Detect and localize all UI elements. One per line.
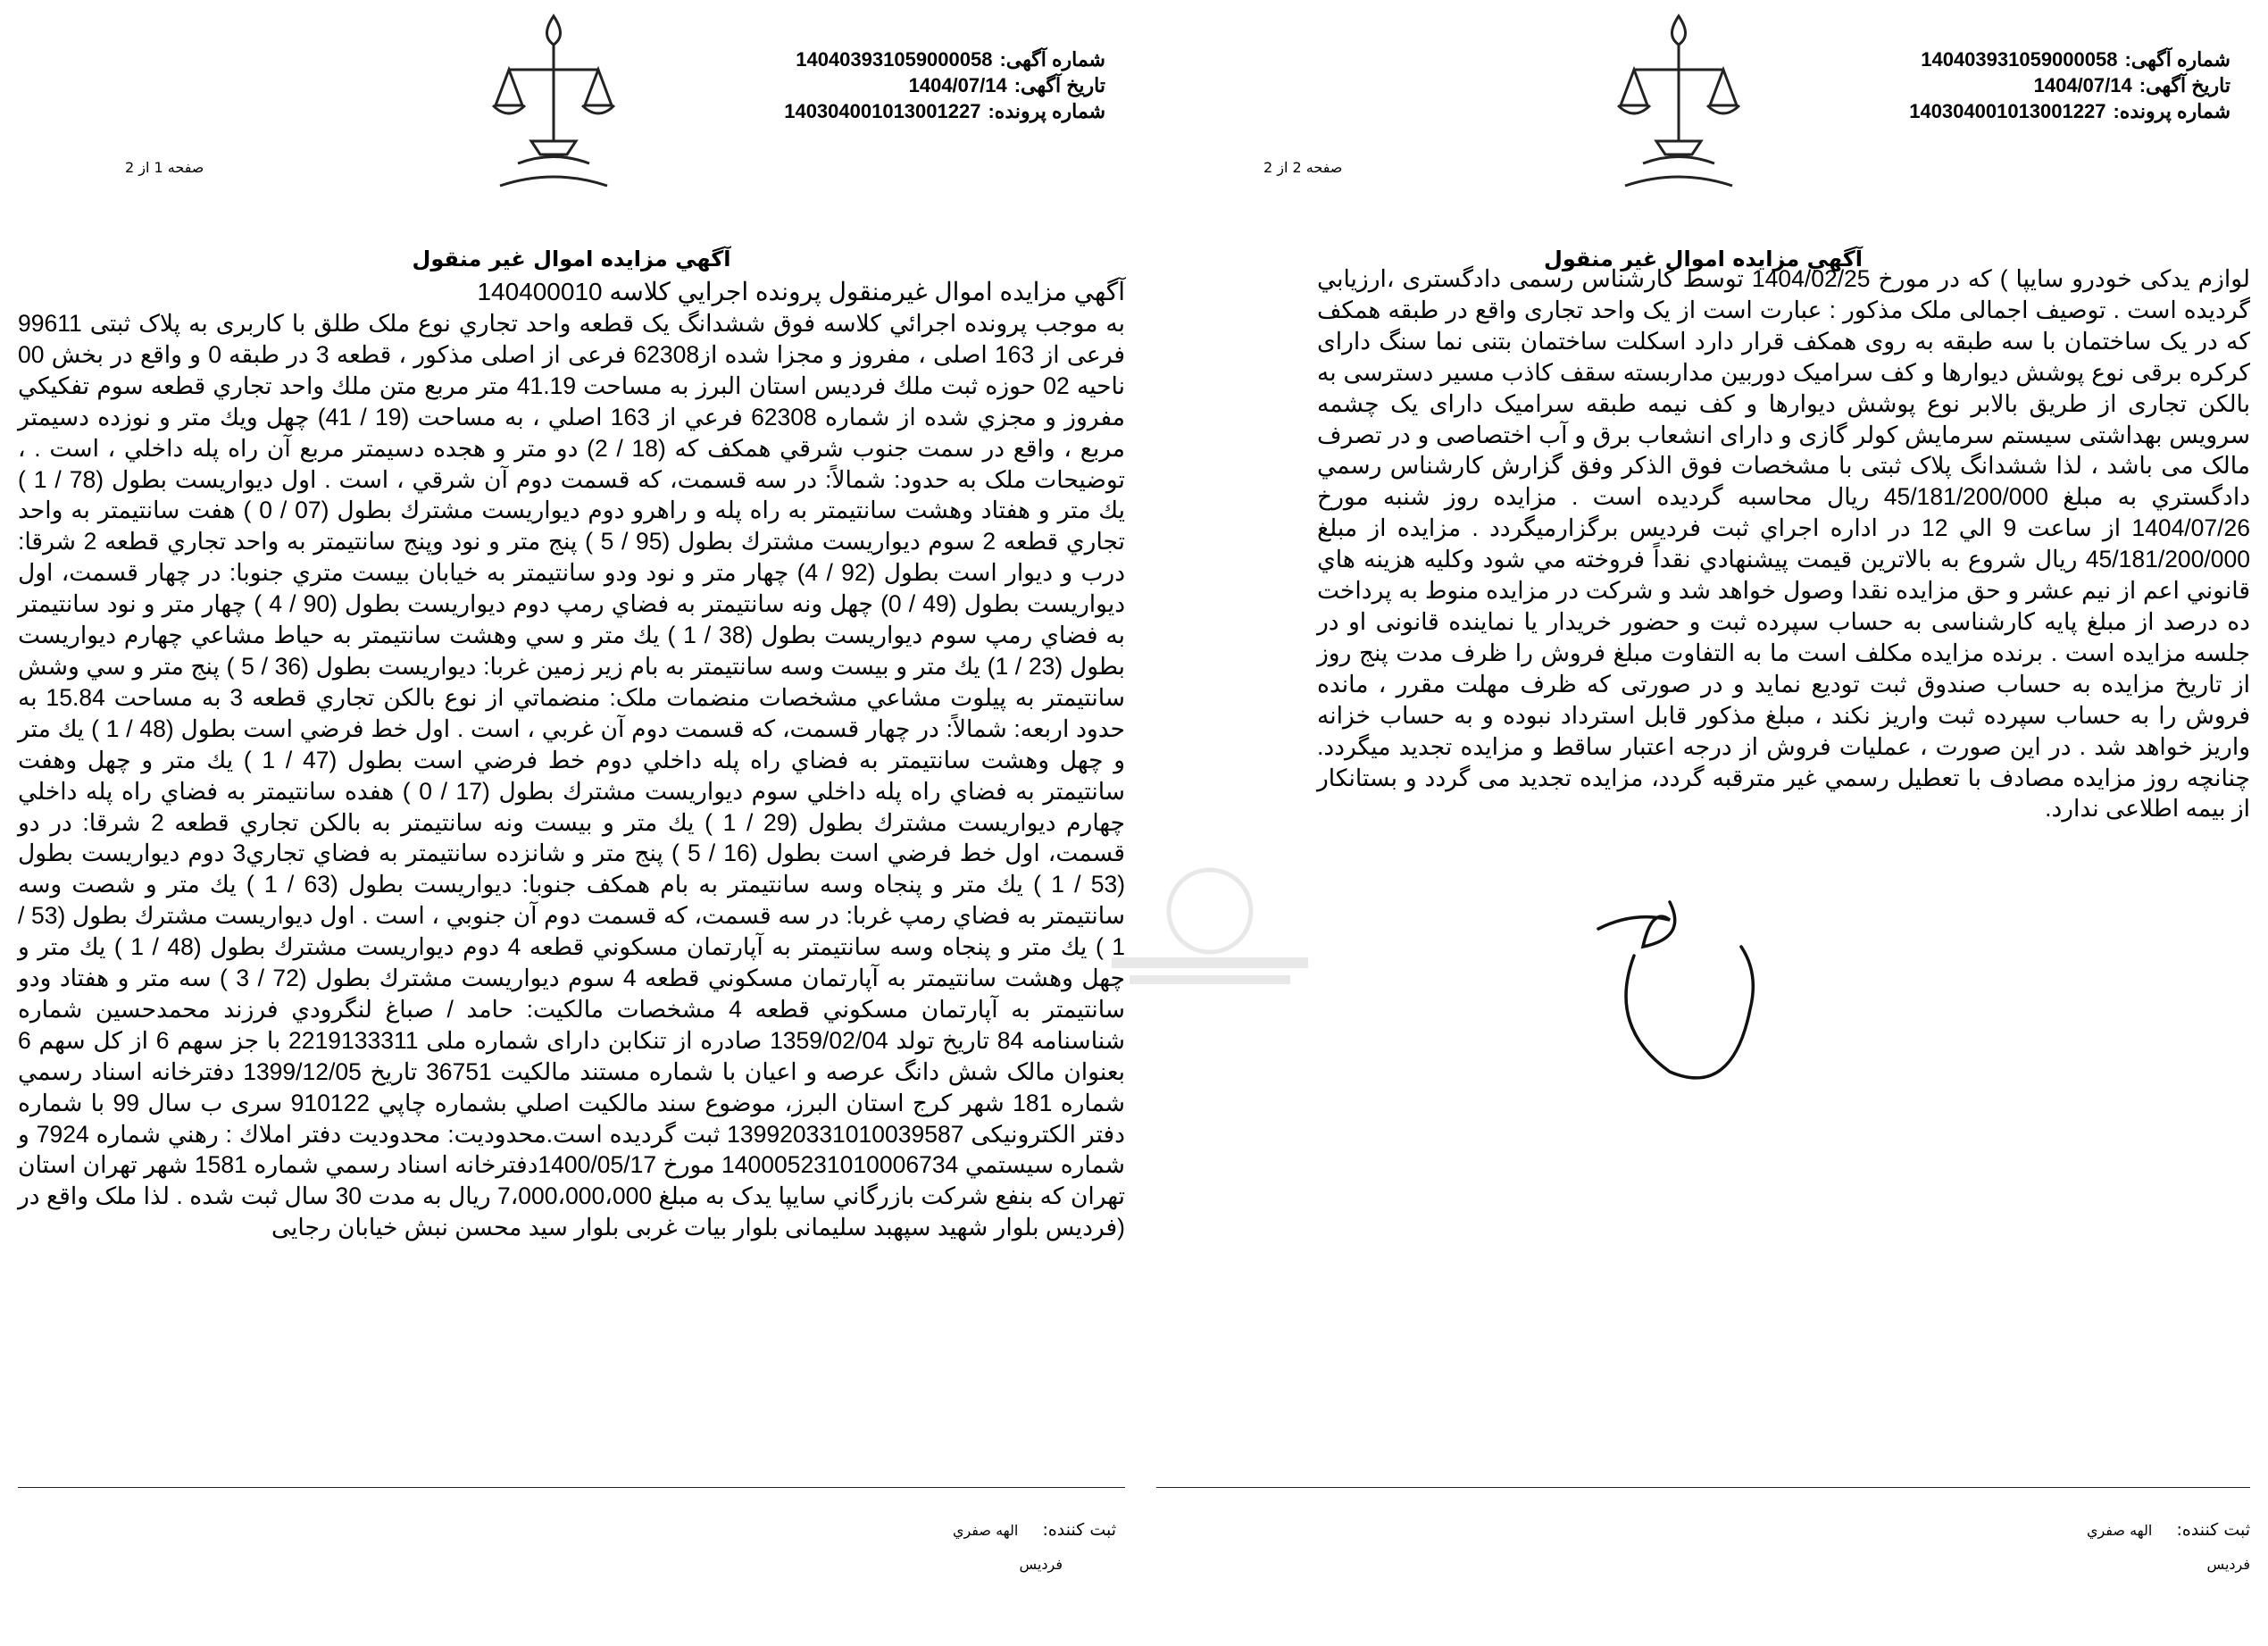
page-number: صفحه 2 از 2 bbox=[1263, 159, 1343, 176]
notice-number-label: شماره آگهی: bbox=[999, 48, 1105, 71]
notice-number: 140403931059000058 bbox=[796, 48, 993, 71]
notice-date-label: تاریخ آگهی: bbox=[2139, 74, 2230, 96]
notice-title: آگهي مزايده اموال غير منقول bbox=[1544, 246, 1863, 272]
divider bbox=[18, 1487, 1125, 1488]
notice-body: لوازم یدکی خودرو سایپا ) که در مورخ 1404/02/25 توسط کارشناس رسمی دادگستری ،ارزيابي گرديده است . توصیف اجمالی ملک مذکور : عبارت است از یک واحد تجاری واقع در طبقه همکف که در یک ساختمان با سه طبقه به روی همکف قرار دارد اسکلت ساختمان بتنی نما سنگ دارای کرکره برقی نوع پوشش دیوارها و کف سرامیک دوربین مداربسته سقف کاذب مسیر دسترسی به بالکن تجاری از طریق بالابر نوع پوشش دیوارها و کف نیمه طبقه سرامیک دارای یک چشمه سرویس بهداشتی سیستم سرمایش کولر گازی و دارای انشعاب برق و آب اختصاصی و در تصرف مالک می باشد ، لذا ششدانگ پلاک ثبتی با مشخصات فوق الذکر وفق گزارش کارشناس رسمي دادگستري به مبلغ 45/181/200/000 ريال محاسبه گرديده است . مزايده روز شنبه مورخ 1404/07/26 از ساعت 9 الي 12 در اداره اجراي ثبت فرديس برگزارميگردد . مزايده از مبلغ 45/181/200/000 ريال شروع به بالاترين قيمت پيشنهادي نقداً فروخته مي شود وكليه هزينه هاي قانوني اعم از نيم عشر و حق مزايده نقدا وصول خواهد شد و شرکت در مزايده منوط به پرداخت ده درصد از مبلغ پايه کارشناسی به حساب سپرده ثبت و حضور خريدار يا نماينده قانونی او در جلسه مزايده است . برنده مزايده مکلف است ما به التفاوت مبلغ فروش را ظرف مدت پنج روز از تاريخ مزايده به حساب صندوق ثبت توديع نمايد و در صورتی که ظرف مهلت مقرر ، مانده فروش را به حساب سپرده ثبت واريز نکند ، مبلغ مذکور قابل استرداد نبوده و به حساب خزانه واريز خواهد شد . در اين صورت ، عمليات فروش از درجه اعتبار ساقط و مزايده تجديد ميگردد. چنانچه روز مزايده مصادف با تعطيل رسمي غير مترقبه گردد، مزايده تجديد می گردد و بستانکار از بيمه اطلاعی ندارد. bbox=[1317, 265, 2251, 823]
file-number-label: شماره پرونده: bbox=[988, 100, 1105, 122]
notice-title: آگهي مزايده اموال غير منقول bbox=[412, 246, 731, 272]
notice-body: به موجب پرونده اجرائي كلاسه فوق ششدانگ يک قطعه واحد تجاري نوع ملک طلق با كاربری به پلاک ثبتی 99611 فرعی از 163 اصلی ، مفروز و مجزا شده از62308 فرعی از اصلی مذکور ، قطعه 3 در طبقه 0 و واقع در بخش 00 ناحيه 02 حوزه ثبت ملك فرديس استان البرز به مساحت 41.19 متر مربع متن ملك واحد تجاري قطعه سوم تفكيكي مفروز و مجزي شده از شماره 62308 فرعي از 163 اصلي ، به مساحت (19 / 41) چهل ويك متر و نوزده دسيمتر مربع ، واقع در سمت جنوب شرقي همكف كه (18 / 2) دو متر و هجده دسيمتر مربع آن راه پله داخلي ، است . ، توضيحات ملک به حدود: شمالاً: در سه قسمت، كه قسمت دوم آن شرقي ، است . اول ديواريست بطول (78 / 1 ) يك متر و هفتاد وهشت سانتيمتر به راه پله و راهرو دوم ديواريست مشترك بطول (07 / 0 ) هفت سانتيمتر به واحد تجاري قطعه 2 سوم ديواريست مشترك بطول (95 / 5 ) پنج متر و نود وپنج سانتيمتر به واحد تجاري قطعه 2 شرقا: درب و ديوار است بطول (92 / 4) چهار متر و نود ودو سانتيمتر به خيابان بيست متري جنوبا: در چهار قسمت، اول ديواريست بطول (49 / 0) چهل ونه سانتيمتر به فضاي رمپ دوم ديواريست بطول (90 / 4 ) چهار متر و نود سانتيمتر به فضاي رمپ سوم ديواريست بطول (38 / 1 ) يك متر و سي وهشت سانتيمتر به حياط مشاعي چهارم ديواريست بطول (23 / 1) يك متر و بيست وسه سانتيمتر به بام زير زمين غربا: ديواريست بطول (36 / 5 ) پنج متر و سي وشش سانتيمتر به پيلوت مشاعي مشخصات منضمات ملک: منضماتي از نوع بالكن تجاري قطعه 3 به مساحت 15.84 به حدود اربعه: شمالاً: در چهار قسمت، كه قسمت دوم آن غربي ، است . اول خط فرضي است بطول (48 / 1 ) يك متر و چهل وهشت سانتيمتر به فضاي راه پله داخلي دوم خط فرضي است بطول (47 / 1 ) يك متر و چهل وهفت سانتيمتر به فضاي راه پله داخلي سوم ديواريست مشترك بطول (17 / 0 ) هفده سانتيمتر به فضاي راه پله داخلي چهارم ديواريست مشترك بطول (29 / 1 ) يك متر و بيست ونه سانتيمتر به بالكن تجاري قطعه 2 شرقا: در دو قسمت، اول خط فرضي است بطول (16 / 5 ) پنج متر و شانزده سانتيمتر به فضاي تجاري3 دوم ديواريست بطول (53 / 1 ) يك متر و پنجاه وسه سانتيمتر به بام همكف جنوبا: ديواريست بطول (63 / 1 ) يك متر و شصت وسه سانتيمتر به فضاي رمپ غربا: در سه قسمت، كه قسمت دوم آن جنوبي ، است . اول ديواريست مشترك بطول (53 / 1 ) يك متر و پنجاه وسه سانتيمتر به آپارتمان مسكوني قطعه 4 دوم ديواريست مشترك بطول (48 / 1 ) يك متر و چهل وهشت سانتيمتر به آپارتمان مسكوني قطعه 4 سوم ديواريست مشترك بطول (72 / 3 ) سه متر و هفتاد ودو سانتيمتر به آپارتمان مسكوني قطعه 4 مشخصات مالكيت: حامد / صباغ لنگرودي فرزند محمدحسين شماره شناسنامه 84 تاريخ تولد 1359/02/04 صادره از تنكابن دارای شماره ملی 2219133311 با جز سهم 6 از كل سهم 6 بعنوان مالک شش دانگ عرصه و اعيان با شماره مستند مالكيت 36751 تاريخ 1399/12/05 دفترخانه اسناد رسمي شماره 181 شهر كرج استان البرز، موضوع سند مالكيت اصلي بشماره چاپي 910122 سری ب سال 99 با شماره دفتر الکترونيکی 139920331010039587 ثبت گرديده است.محدوديت: محدوديت دفتر املاك : رهني شماره 7924 و شماره سيستمي 140005231010006734 مورخ 1400/05/17دفترخانه اسناد رسمي شماره 1581 شهر تهران استان تهران كه بنفع شركت بازرگاني سايپا يدک به مبلغ 7،000،000،000 ريال به مدت 30 سال ثبت شده . لذا ملک واقع در (فرديس بلوار شهيد سپهبد سليمانى بلوار بيات غربى بلوار سيد محسن نبش خيابان رجايى bbox=[18, 310, 1126, 1241]
page-2 bbox=[1156, 0, 2250, 1646]
judiciary-emblem-icon bbox=[482, 7, 625, 199]
registrar-name: الهه صفري bbox=[2086, 1522, 2153, 1539]
judiciary-emblem-icon bbox=[1607, 7, 1750, 199]
page-1 bbox=[18, 0, 1125, 1646]
watermark-icon bbox=[1094, 857, 1326, 1000]
file-number: 140304001013001227 bbox=[784, 100, 981, 122]
file-number-label: شماره پرونده: bbox=[2113, 100, 2230, 122]
notice-date: 1404/07/14 bbox=[908, 74, 1007, 96]
registrar-name: الهه صفري bbox=[952, 1522, 1019, 1539]
office-name: فرديس bbox=[1019, 1556, 1063, 1573]
registrar-label: ثبت کننده: bbox=[2176, 1520, 2250, 1540]
divider bbox=[1156, 1487, 2250, 1488]
notice-date-label: تاریخ آگهی: bbox=[1013, 74, 1105, 96]
signature-icon bbox=[1572, 893, 1804, 1116]
notice-subtitle: آگهي مزايده اموال غيرمنقول پرونده اجرايي كلاسه 140400010 bbox=[477, 278, 1125, 305]
file-number: 140304001013001227 bbox=[1909, 100, 2106, 122]
registrar bbox=[953, 1520, 1116, 1540]
notice-number-label: شماره آگهی: bbox=[2124, 48, 2230, 71]
registrar-label: ثبت کننده: bbox=[1042, 1520, 1116, 1540]
page-number: صفحه 1 از 2 bbox=[125, 159, 204, 176]
notice-date: 1404/07/14 bbox=[2033, 74, 2132, 96]
office-name: فرديس bbox=[2206, 1556, 2250, 1573]
registrar bbox=[2087, 1520, 2250, 1540]
notice-number: 140403931059000058 bbox=[1921, 48, 2118, 71]
notice-meta bbox=[784, 46, 1105, 124]
notice-meta bbox=[1909, 46, 2230, 124]
